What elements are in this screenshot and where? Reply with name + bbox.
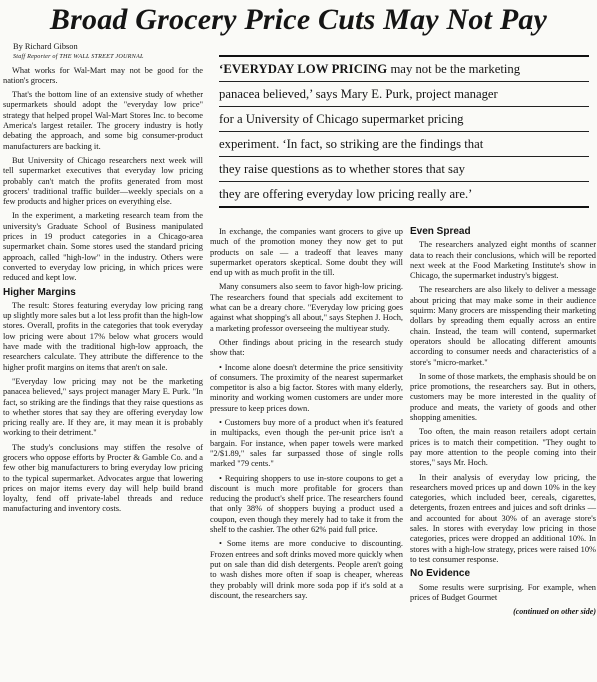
paragraph: Some results were surprising. For example, when prices of Budget Gourmet: [410, 582, 596, 602]
paragraph: Other findings about pricing in the research study show that:: [210, 337, 403, 358]
pull-quote-line: [219, 55, 589, 82]
bullet-paragraph: • Some items are more conducive to discounting. Frozen entrees and soft drinks moved more quickly when put on sale than did dish detergents. People aren't going to wash dishes more often if soap is cheaper, whereas they probably will drink more soda pop if it's sold at a discount, the researchers say.: [210, 539, 403, 600]
pull-quote-line: for a University of Chicago supermarket pricing: [219, 107, 589, 132]
paragraph: "Everyday low pricing may not be the marketing panacea believed," says project manager Mary E. Purk. "In fact, so striking are the findings that they raise questions as to whether stores that say they are offering everyday low pricing really are. If they are, it may mean it is probably working to their detriment.": [3, 376, 203, 438]
pull-quote-line: panacea believed,’ says Mary E. Purk, project manager: [219, 82, 589, 107]
byline: By Richard Gibson: [13, 42, 78, 51]
column-2: [210, 227, 403, 605]
paragraph: The result: Stores featuring everyday low pricing rang up slightly more sales but a lot less profit than the high-low stores. Overall, profits in the categories that took everyday low pricing were about 17% below what grocers would have made with the traditional high-low approach, the researchers calculate. They attribute the difference to the higher profit margins on items that aren't on sale.: [3, 300, 203, 372]
staff-line: Staff Reporter of THE WALL STREET JOURNAL: [13, 53, 144, 61]
continued-note: (continued on other side): [513, 607, 596, 617]
paragraph: In the experiment, a marketing research team from the university's Graduate School of Business manipulated prices in 19 product categories in a Chicago-area supermarket chain. Some stores used the standard pricing approach, called "high-low" in the industry. Others were converted to everyday low pricing, in which prices were reduced and kept low.: [3, 211, 203, 283]
paragraph: The researchers analyzed eight months of scanner data to reach their conclusions, which will be reported next week at the Food Marketing Institute's show in Chicago, the supermarket industry's biggest.: [410, 240, 596, 281]
bullet-paragraph: • Income alone doesn't determine the price sensitivity of consumers. The proximity of the nearest supermarket competitor is also a big factor. Stores with many elderly, minority and working women customers are under more pressure to keep prices down.: [210, 362, 403, 413]
paragraph: The study's conclusions may stiffen the resolve of grocers who oppose efforts by Procter & Gamble Co. and a few other big manufacturers to bring everyday low pricing to the typical supermarket. Advocates argue that lowering prices on major items every day will help build brand loyalty, fend off private-label threads and reduce manufacturing and inventory costs.: [3, 442, 203, 514]
column-1: [3, 42, 203, 519]
pull-quote-line: they are offering everyday low pricing really are.’: [219, 182, 589, 208]
bullet-paragraph: • Requiring shoppers to use in-store coupons to get a discount is much more profitable for grocers than reducing the product's shelf price. The researchers found that only 38% of shoppers buying a product used a coupon, even though they merely had to take it from the shelf to the cashier. The other 62% paid full price.: [210, 473, 403, 535]
headline: Broad Grocery Price Cuts May Not Pay: [49, 3, 548, 36]
pull-quote: [219, 55, 589, 208]
paragraph: Many consumers also seem to favor high-low pricing. The researchers found that specials add excitement to what can be a dreary chore. "Everyday low pricing goes against what shopping's all about," says Stephen J. Hoch, a marketing professor overseeing the multiyear study.: [210, 282, 403, 333]
paragraph: The researchers are also likely to deliver a message about pricing that may make some in their audience squirm: Many grocers are misspending their marketing dollars by spreading them equally across an entire chain. Instead, the team will contend, supermarket operators should be allocating different amounts according to consumer needs and characteristics of a store's "micro-market.": [410, 285, 596, 367]
subhead-even-spread: Even Spread: [410, 226, 471, 237]
paragraph: In some of those markets, the emphasis should be on price promotions, the researchers say. But in others, customers may be more interested in the quality of produce and meats, the variety of goods and other shopping amenities.: [410, 371, 596, 423]
subhead-no-evidence: No Evidence: [410, 568, 471, 580]
pull-quote-lead-caps: ‘EVERYDAY LOW PRICING: [219, 62, 388, 76]
paragraph: In exchange, the companies want grocers to give up much of the promotion money they now get to put products on sale — a tradeoff that leaves many supermarket operators skeptical. Some doubt they will end up with as much profit in the till.: [210, 227, 403, 278]
pull-quote-line: they raise questions as to whether stores that say: [219, 157, 589, 182]
paragraph: What works for Wal-Mart may not be good for the nation's grocers.: [3, 65, 203, 85]
paragraph: That's the bottom line of an extensive study of whether supermarkets should adopt the "everyday low price" strategy that helped propel Wal-Mart Stores Inc. to become America's largest retailer. The grocery industry is hotly debating the approach, and some big consumer-product manufacturers are backing it.: [3, 90, 203, 151]
subhead-higher-margins: Higher Margins: [3, 286, 76, 298]
paragraph: In their analysis of everyday low pricing, the researchers moved prices up and down 10% in the key categories, which included beer, cereals, cigarettes, detergents, frozen entrees and juices and soft drinks — and accounted for about 30% of an average store's sales. In stores with everyday low pricing in those categories, prices were dropped an additional 10%. In stores with a high-low strategy, prices were raised 10% to test consumer response.: [410, 472, 596, 564]
paragraph: But University of Chicago researchers next week will tell supermarket executives that everyday low pricing probably can't match the profits generated from most grocers' traditional traffic builder—weekly specials on a few products and higher prices on everything else.: [3, 155, 203, 207]
bullet-paragraph: • Customers buy more of a product when it's featured in multipacks, even though the per-unit price isn't a bargain. For instance, when paper towels were marked "2/$1.89," sales far surpassed those of single rolls marked "79 cents.": [210, 418, 403, 469]
paragraph: Too often, the main reason retailers adopt certain prices is to match their competition. "They ought to pay more attention to the people coming into their stores," says Mr. Hoch.: [410, 427, 596, 468]
pull-quote-lead-rest: may not be the marketing: [387, 62, 521, 76]
column-3: [410, 227, 596, 617]
pull-quote-line: experiment. ‘In fact, so striking are the findings that: [219, 132, 589, 157]
